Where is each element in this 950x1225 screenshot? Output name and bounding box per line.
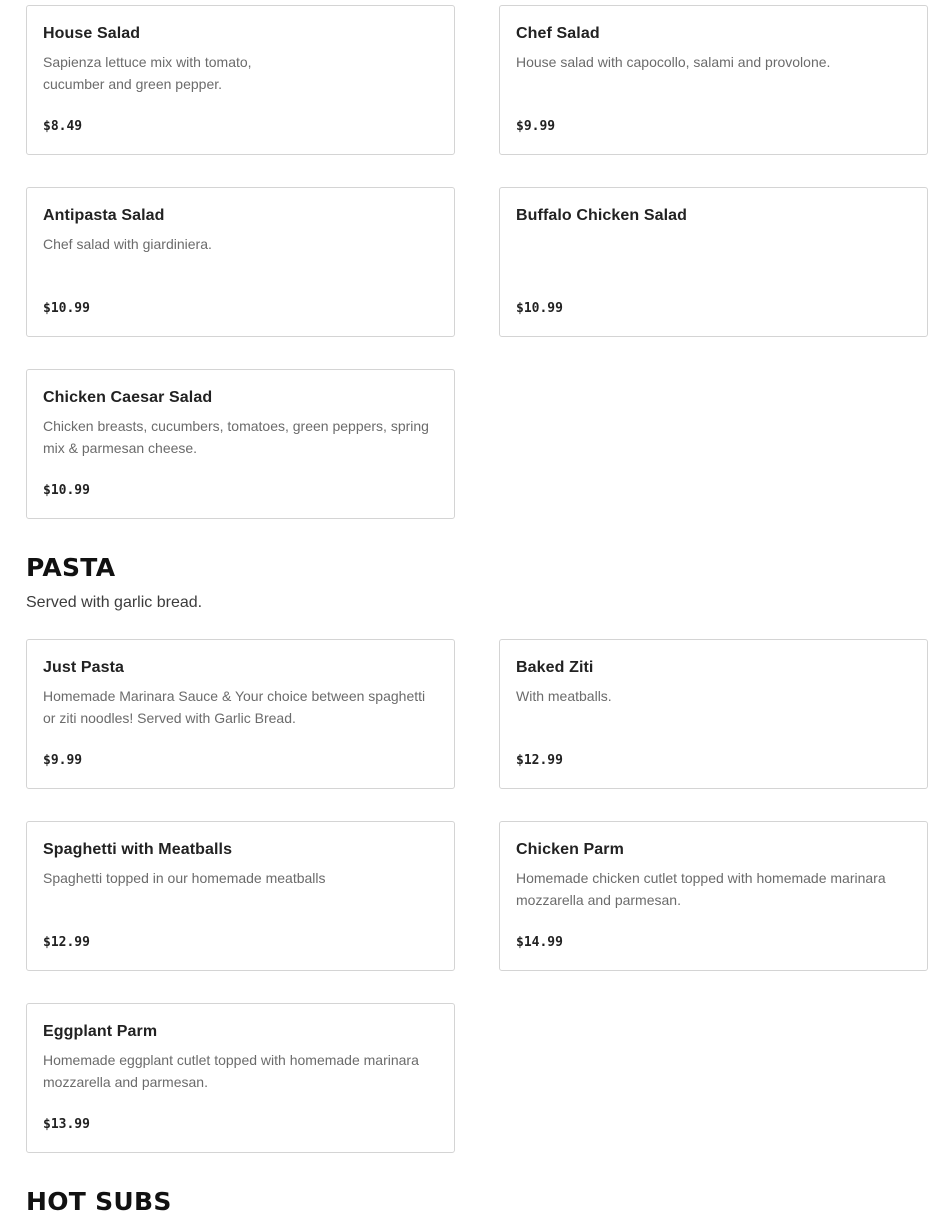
section-title-hot-subs: HOT SUBS [26, 1187, 172, 1216]
menu-item-description: Homemade Marinara Sauce & Your choice between spaghetti or ziti noodles! Served with Garlic Bread. [43, 688, 426, 726]
menu-item-card[interactable] [499, 5, 928, 155]
menu-item-name: Chicken Caesar Salad [43, 389, 213, 406]
menu-item-price: $10.99 [43, 483, 90, 498]
menu-item-description: Chef salad with giardiniera. [43, 236, 212, 252]
menu-item-description: Chicken breasts, cucumbers, tomatoes, green peppers, spring mix & parmesan cheese. [43, 418, 429, 456]
menu-item-card[interactable] [26, 821, 455, 971]
menu-item-card[interactable] [499, 821, 928, 971]
menu-item-description: Homemade chicken cutlet topped with homemade marinara mozzarella and parmesan. [516, 870, 886, 908]
menu-item-card[interactable] [499, 187, 928, 337]
menu-item-price: $8.49 [43, 119, 83, 134]
menu-item-description: Sapienza lettuce mix with tomato, cucumber and green pepper. [43, 54, 252, 92]
menu-item-name: Buffalo Chicken Salad [516, 207, 688, 224]
menu-item-card[interactable] [26, 5, 455, 155]
menu-item-price: $13.99 [43, 1117, 90, 1132]
menu-item-card[interactable] [499, 639, 928, 789]
menu-item-name: Just Pasta [43, 659, 125, 676]
menu-item-card[interactable] [26, 187, 455, 337]
menu-item-card[interactable] [26, 369, 455, 519]
menu-item-price: $9.99 [43, 753, 83, 768]
menu-item-name: House Salad [43, 25, 141, 42]
menu-item-description: House salad with capocollo, salami and provolone. [516, 54, 831, 70]
menu-item-name: Chicken Parm [516, 841, 624, 858]
menu-item-price: $14.99 [516, 935, 563, 950]
menu-item-price: $12.99 [516, 753, 563, 768]
menu-item-name: Spaghetti with Meatballs [43, 841, 233, 858]
menu-item-name: Eggplant Parm [43, 1023, 158, 1040]
menu-item-price: $10.99 [43, 301, 90, 316]
section-title-pasta: PASTA [26, 553, 116, 582]
menu-item-name: Antipasta Salad [43, 207, 165, 224]
section-subtitle-pasta: Served with garlic bread. [26, 594, 203, 611]
menu-item-card[interactable] [26, 639, 455, 789]
menu-item-price: $12.99 [43, 935, 90, 950]
menu-item-description: Homemade eggplant cutlet topped with homemade marinara mozzarella and parmesan. [43, 1052, 419, 1090]
menu-item-name: Chef Salad [516, 25, 600, 42]
menu-item-name: Baked Ziti [516, 659, 594, 676]
menu-item-price: $10.99 [516, 301, 563, 316]
menu-item-description: With meatballs. [516, 688, 612, 704]
menu-item-price: $9.99 [516, 119, 556, 134]
menu-item-card[interactable] [26, 1003, 455, 1153]
menu-item-description: Spaghetti topped in our homemade meatballs [43, 870, 326, 886]
